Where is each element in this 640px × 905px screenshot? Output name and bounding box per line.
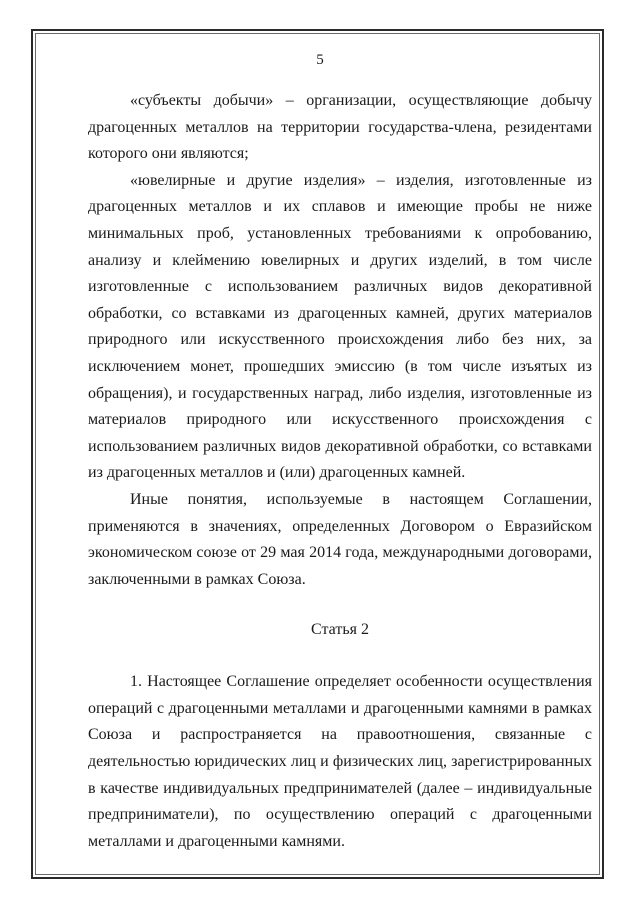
document-body [88,88,592,855]
article-title: Статья 2 [311,621,369,639]
definition-paragraph-extraction-subjects: «субъекты добычи» – организации, осуществляющие добычу драгоценных металлов на территории государства-члена, резидентами которого они являются; [88,92,592,163]
other-terms-paragraph: Иные понятия, используемые в настоящем Соглашении, применяются в значениях, определенных Договором о Евразийском экономическом союзе от 29 мая 2014 года, международными договорами, заключенными в рамках Союза. [88,490,592,588]
definition-paragraph-jewelry: «ювелирные и другие изделия» – изделия, изготовленные из драгоценных металлов и их сплавов и имеющие пробы не ниже минимальных проб, установленных требованиями к опробованию, анализу и клеймению ювелирных и других изделий, в том числе изготовленные с использованием различных видов декоративной обработки, со вставками из драгоценных камней, других материалов природного или искусственного происхождения либо без них, за исключением монет, прошедших эмиссию (в том числе изъятых из обращения), и государственных наград, либо изделия, изготовленные из материалов природного или искусственного происхождения с использованием различных видов декоративной обработки, со вставками из драгоценных металлов и (или) драгоценных камней. [88,171,592,482]
article-2-clause-1: 1. Настоящее Соглашение определяет особенности осуществления операций с драгоценными металлами и драгоценными камнями в рамках Союза и распространяется на правоотношения, связанные с деятельностью юридических лиц и физических лиц, зарегистрированных в качестве индивидуальных предпринимателей (далее – индивидуальные предприниматели), по осуществлению операций с драгоценными металлами и драгоценными камнями. [88,673,592,850]
page-number: 5 [316,52,324,68]
